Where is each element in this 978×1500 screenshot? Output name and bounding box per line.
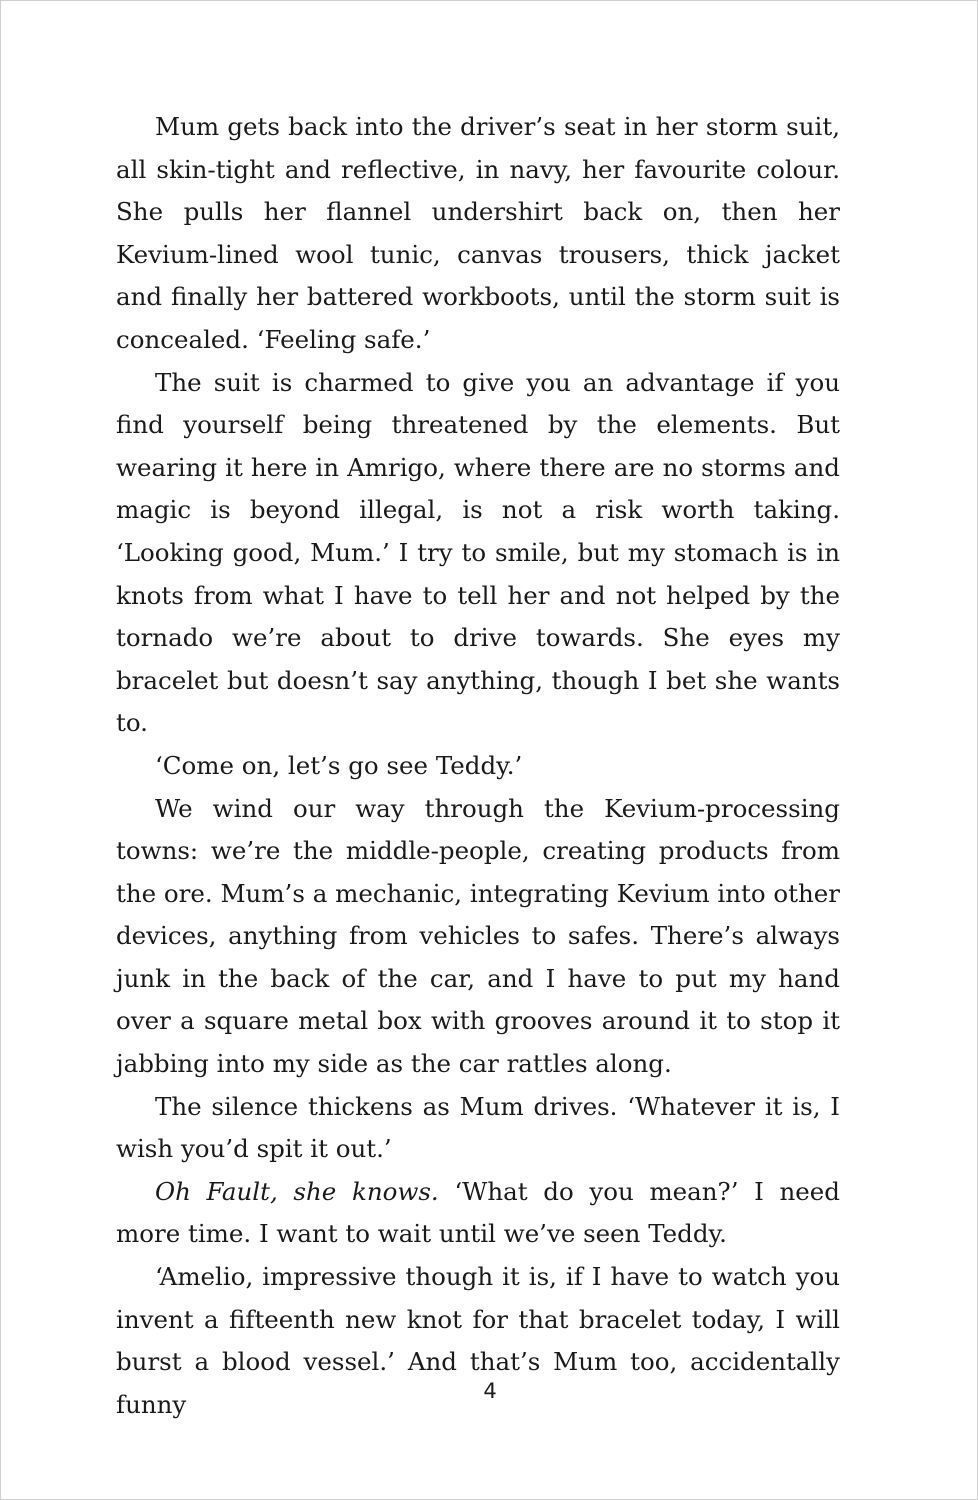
paragraph: The silence thickens as Mum drives. ‘Whatever it is, I wish you’d spit it out.’ — [116, 1091, 840, 1164]
italic-thought: Oh Fault, she knows. — [155, 1176, 439, 1206]
paragraph: The suit is charmed to give you an advantage if you find yourself being threatened by the elements. But wearing it here in Amrigo, where there are no storms and magic is beyond illegal, is not a risk worth taking. ‘Looking good, Mum.’ I try to smile, but my stomach is in knots from what I have to tell her and not helped by the tornado we’re about to drive towards. She eyes my bracelet but doesn’t say anything, though I bet she wants to. — [116, 367, 840, 738]
body-text — [116, 106, 840, 1426]
paragraph: We wind our way through the Kevium-processing towns: we’re the middle-people, creating products from the ore. Mum’s a mechanic, integrating Kevium into other devices, anything from vehicles to safes. There’s always junk in the back of the car, and I have to put my hand over a square metal box with grooves around it to stop it jabbing into my side as the car rattles along. — [116, 793, 840, 1079]
paragraph — [116, 1171, 840, 1256]
paragraph: Mum gets back into the driver’s seat in her storm suit, all skin-tight and reflective, in navy, her favourite colour. She pulls her flannel undershirt back on, then her Kevium-lined wool tunic, canvas trousers, thick jacket and finally her battered workboots, until the storm suit is concealed. ‘Feeling safe.’ — [116, 112, 840, 354]
paragraph-text: ‘What do you mean?’ I need more time. I want to wait until we’ve seen Teddy. — [116, 1176, 840, 1249]
paragraph: ‘Amelio, impressive though it is, if I have to watch you invent a fifteenth new knot for that bracelet today, I will burst a blood vessel.’ And that’s Mum too, accidentally funny — [116, 1262, 840, 1419]
paragraph: ‘Come on, let’s go see Teddy.’ — [155, 750, 523, 780]
page-number: 4 — [483, 1379, 497, 1403]
